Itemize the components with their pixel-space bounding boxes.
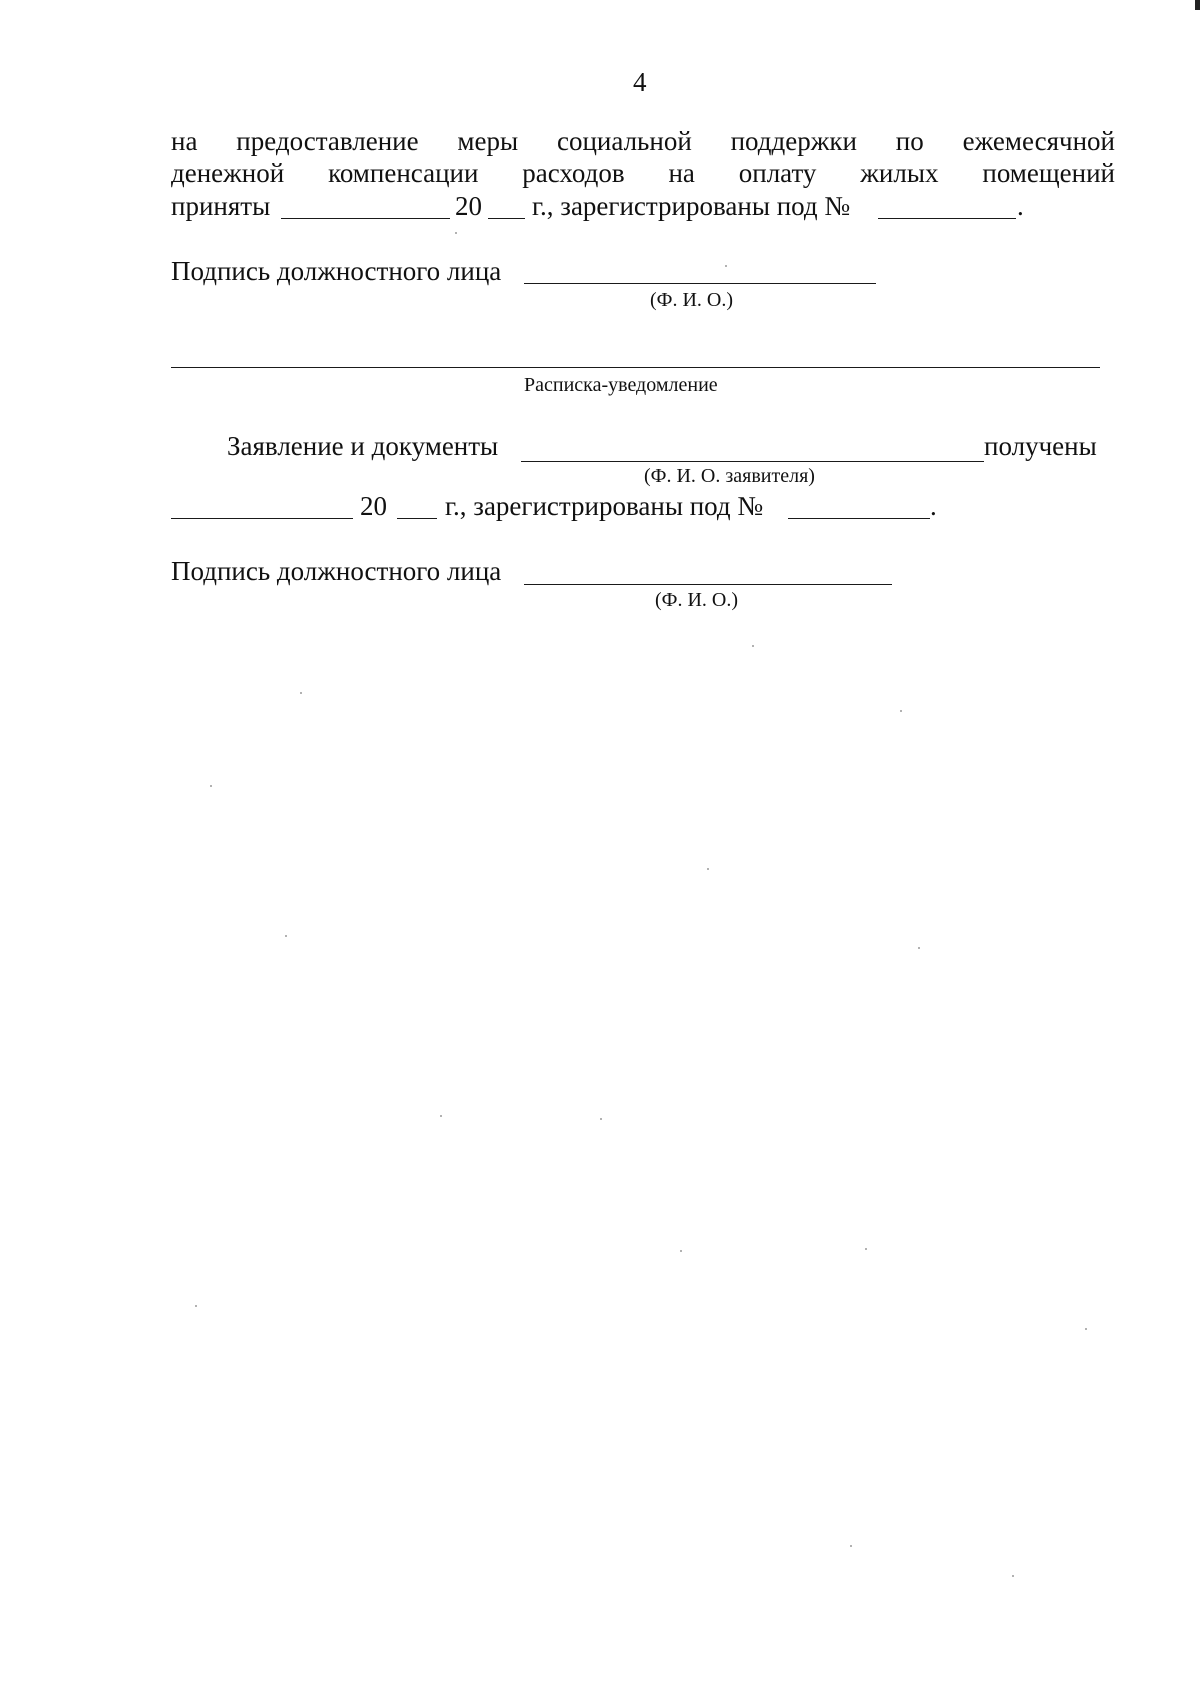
accepted-year-field[interactable] (488, 218, 525, 219)
scan-speck (440, 1115, 442, 1117)
receipt-line-end: . (930, 491, 937, 521)
scan-speck (725, 265, 727, 267)
scan-speck (900, 710, 902, 712)
scan-speck (285, 935, 287, 937)
scan-speck (850, 1545, 852, 1547)
receipt-registered-label: г., зарегистрированы под № (445, 491, 764, 521)
receipt-docs-label: Заявление и документы (227, 431, 499, 461)
signature-1-caption: (Ф. И. О.) (650, 289, 734, 311)
applicant-caption: (Ф. И. О. заявителя) (644, 465, 815, 487)
scan-speck (300, 692, 302, 694)
scan-speck (1012, 1575, 1014, 1577)
scan-speck (455, 232, 457, 234)
accepted-line-end: . (1017, 191, 1024, 221)
signature-2-caption: (Ф. И. О.) (655, 589, 739, 611)
receipt-year-field[interactable] (397, 518, 437, 519)
accepted-reg-number-field[interactable] (878, 218, 1016, 219)
signature-2-label: Подпись должностного лица (171, 556, 502, 586)
scan-corner-mark (1195, 0, 1200, 10)
scan-speck (680, 1250, 682, 1252)
accepted-date-field[interactable] (281, 218, 450, 219)
signature-1-label: Подпись должностного лица (171, 256, 502, 286)
accepted-year-prefix: 20 (455, 191, 482, 221)
scan-speck (707, 868, 709, 870)
receipt-reg-number-field[interactable] (788, 518, 930, 519)
accepted-registered-label: г., зарегистрированы под № (532, 191, 851, 221)
page-number: 4 (633, 67, 647, 97)
intro-line-1: на предоставление меры социальной поддержки по ежемесячной (171, 126, 1115, 156)
receipt-title: Расписка-уведомление (524, 374, 718, 396)
scan-speck (1085, 1328, 1087, 1330)
intro-line-2: денежной компенсации расходов на оплату жилых помещений (171, 158, 1115, 188)
accepted-label: приняты (171, 191, 271, 221)
signature-2-field[interactable] (524, 584, 892, 585)
receipt-received-label: получены (984, 431, 1097, 461)
scan-speck (195, 1305, 197, 1307)
applicant-name-field[interactable] (521, 461, 984, 462)
scan-speck (210, 785, 212, 787)
receipt-year-prefix: 20 (360, 491, 387, 521)
signature-1-field[interactable] (524, 283, 876, 284)
scan-speck (600, 1118, 602, 1120)
scan-speck (752, 645, 754, 647)
scan-speck (918, 947, 920, 949)
receipt-date-field[interactable] (171, 518, 353, 519)
scan-speck (865, 1248, 867, 1250)
section-separator (171, 367, 1100, 368)
